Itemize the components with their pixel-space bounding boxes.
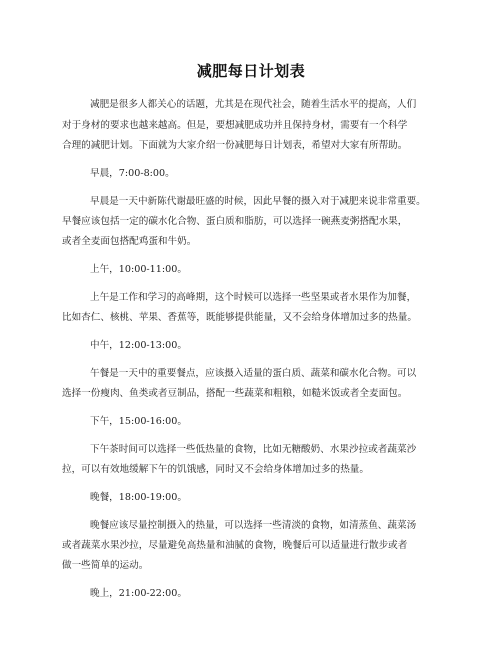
intro-line: 减肥是很多人都关心的话题，尤其是在现代社会，随着生活水平的提高，人们: [90, 99, 417, 110]
section-time-heading: 晚餐，18:00-19:00。: [90, 492, 187, 503]
section-line: 比如杏仁、核桃、苹果、香蕉等，既能够提供能量，又不会给身体增加过多的热量。: [62, 312, 417, 323]
section-line: 下午茶时间可以选择一些低热量的食物，比如无糖酸奶、水果沙拉或者蔬菜沙: [90, 444, 417, 455]
section-line: 早晨是一天中新陈代谢最旺盛的时候，因此早餐的摄入对于减肥来说非常重要。: [90, 196, 426, 207]
section-line: 或者全麦面包搭配鸡蛋和牛奶。: [62, 236, 197, 247]
section-time-heading: 晚上，21:00-22:00。: [90, 588, 187, 599]
intro-line: 合理的减肥计划。下面就为大家介绍一份减肥每日计划表，希望对大家有所帮助。: [62, 140, 408, 151]
section-line: 早餐应该包括一定的碳水化合物、蛋白质和脂肪，可以选择一碗燕麦粥搭配水果，: [62, 216, 408, 227]
document-title: 减肥每日计划表: [196, 62, 306, 80]
section-time-heading: 中午，12:00-13:00。: [90, 340, 187, 351]
section-line: 上午是工作和学习的高峰期，这个时候可以选择一些坚果或者水果作为加餐，: [90, 292, 417, 303]
section-time-heading: 下午，15:00-16:00。: [90, 416, 187, 427]
intro-line: 对于身材的要求也越来越高。但是，要想减肥成功并且保持身材，需要有一个科学: [62, 120, 408, 131]
section-line: 或者蔬菜水果沙拉，尽量避免高热量和油腻的食物，晚餐后可以适量进行散步或者: [62, 540, 408, 551]
section-line: 做一些简单的运动。: [62, 560, 149, 571]
section-time-heading: 早晨，7:00-8:00。: [90, 168, 175, 179]
section-line: 选择一份瘦肉、鱼类或者豆制品，搭配一些蔬菜和粗粮，如糙米饭或者全麦面包。: [62, 388, 408, 399]
section-line: 午餐是一天中的重要餐点，应该摄入适量的蛋白质、蔬菜和碳水化合物。可以: [90, 368, 417, 379]
section-time-heading: 上午，10:00-11:00。: [90, 264, 187, 275]
section-line: 晚餐应该尽量控制摄入的热量，可以选择一些清淡的食物，如清蒸鱼、蔬菜汤: [90, 520, 417, 531]
section-line: 拉，可以有效地缓解下午的饥饿感，同时又不会给身体增加过多的热量。: [62, 464, 369, 475]
